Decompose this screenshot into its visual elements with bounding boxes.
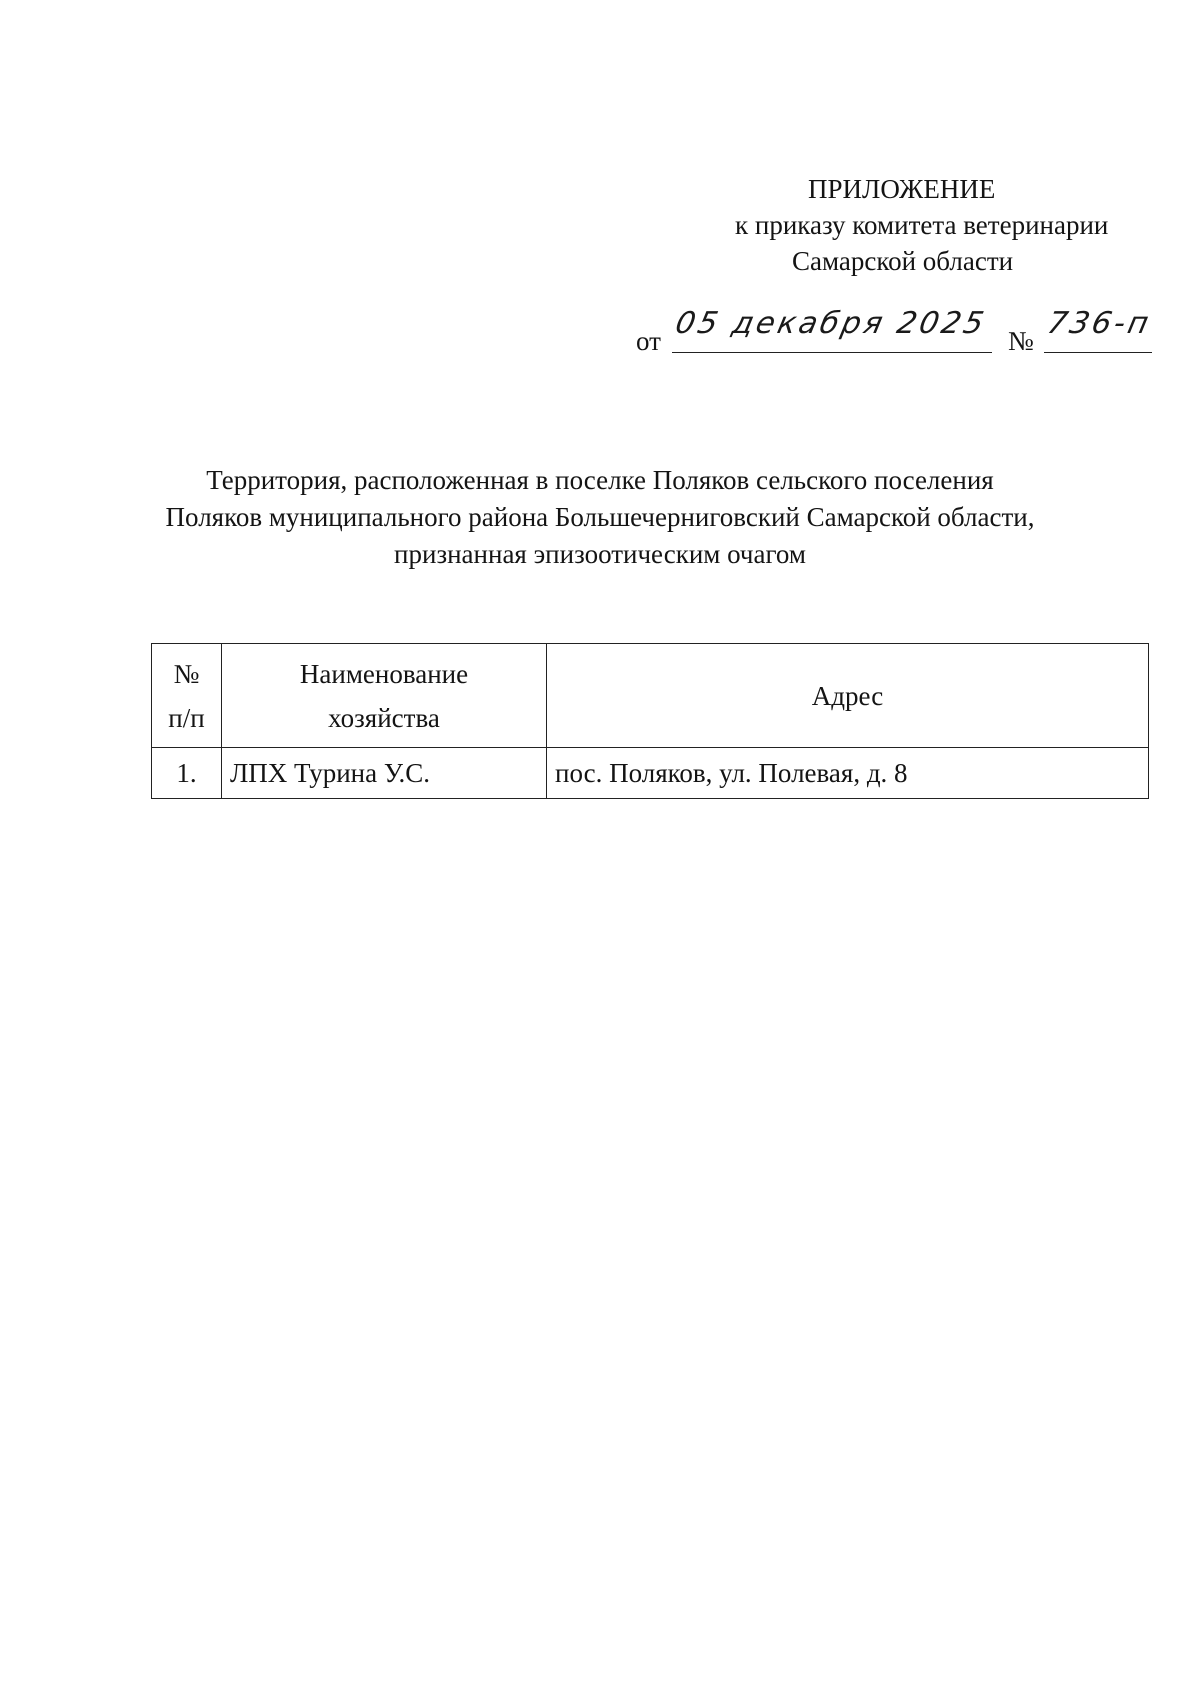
document-title-line: Территория, расположенная в поселке Поляков сельского поселения <box>206 465 994 495</box>
order-date-handwritten: 05 декабря 2025 <box>672 306 990 341</box>
row-number: 1. <box>152 748 222 799</box>
row-address: пос. Поляков, ул. Полевая, д. 8 <box>547 748 1149 799</box>
order-number-handwritten: 736-п <box>1044 306 1155 341</box>
farms-table-wrapper <box>151 643 1149 799</box>
column-header-address: Адрес <box>547 644 1149 748</box>
column-header-number-line2: п/п <box>168 702 205 733</box>
order-date-field <box>672 306 992 353</box>
document-title-line: Поляков муниципального района Большечерниговский Самарской области, <box>165 502 1035 532</box>
farms-table <box>151 643 1149 799</box>
column-header-name-line1: Наименование <box>299 658 469 689</box>
order-number-sign: № <box>1008 326 1034 356</box>
column-header-number-line1: № <box>173 658 200 689</box>
row-farm-name: ЛПХ Турина У.С. <box>222 748 547 799</box>
column-header-name <box>222 644 547 748</box>
order-number-field <box>1044 306 1155 353</box>
column-header-number <box>152 644 222 748</box>
order-reference <box>636 306 1156 362</box>
document-title-line: признанная эпизоотическим очагом <box>394 539 806 569</box>
order-date-prefix: от <box>636 326 661 356</box>
appendix-reference: к приказу комитета ветеринарии <box>735 210 1109 240</box>
table-header-row <box>152 644 1149 748</box>
appendix-title: ПРИЛОЖЕНИЕ <box>808 174 996 204</box>
table-row <box>152 748 1149 799</box>
column-header-name-line2: хозяйства <box>328 702 440 733</box>
appendix-region: Самарской области <box>792 246 1014 276</box>
document-title <box>60 462 1140 573</box>
